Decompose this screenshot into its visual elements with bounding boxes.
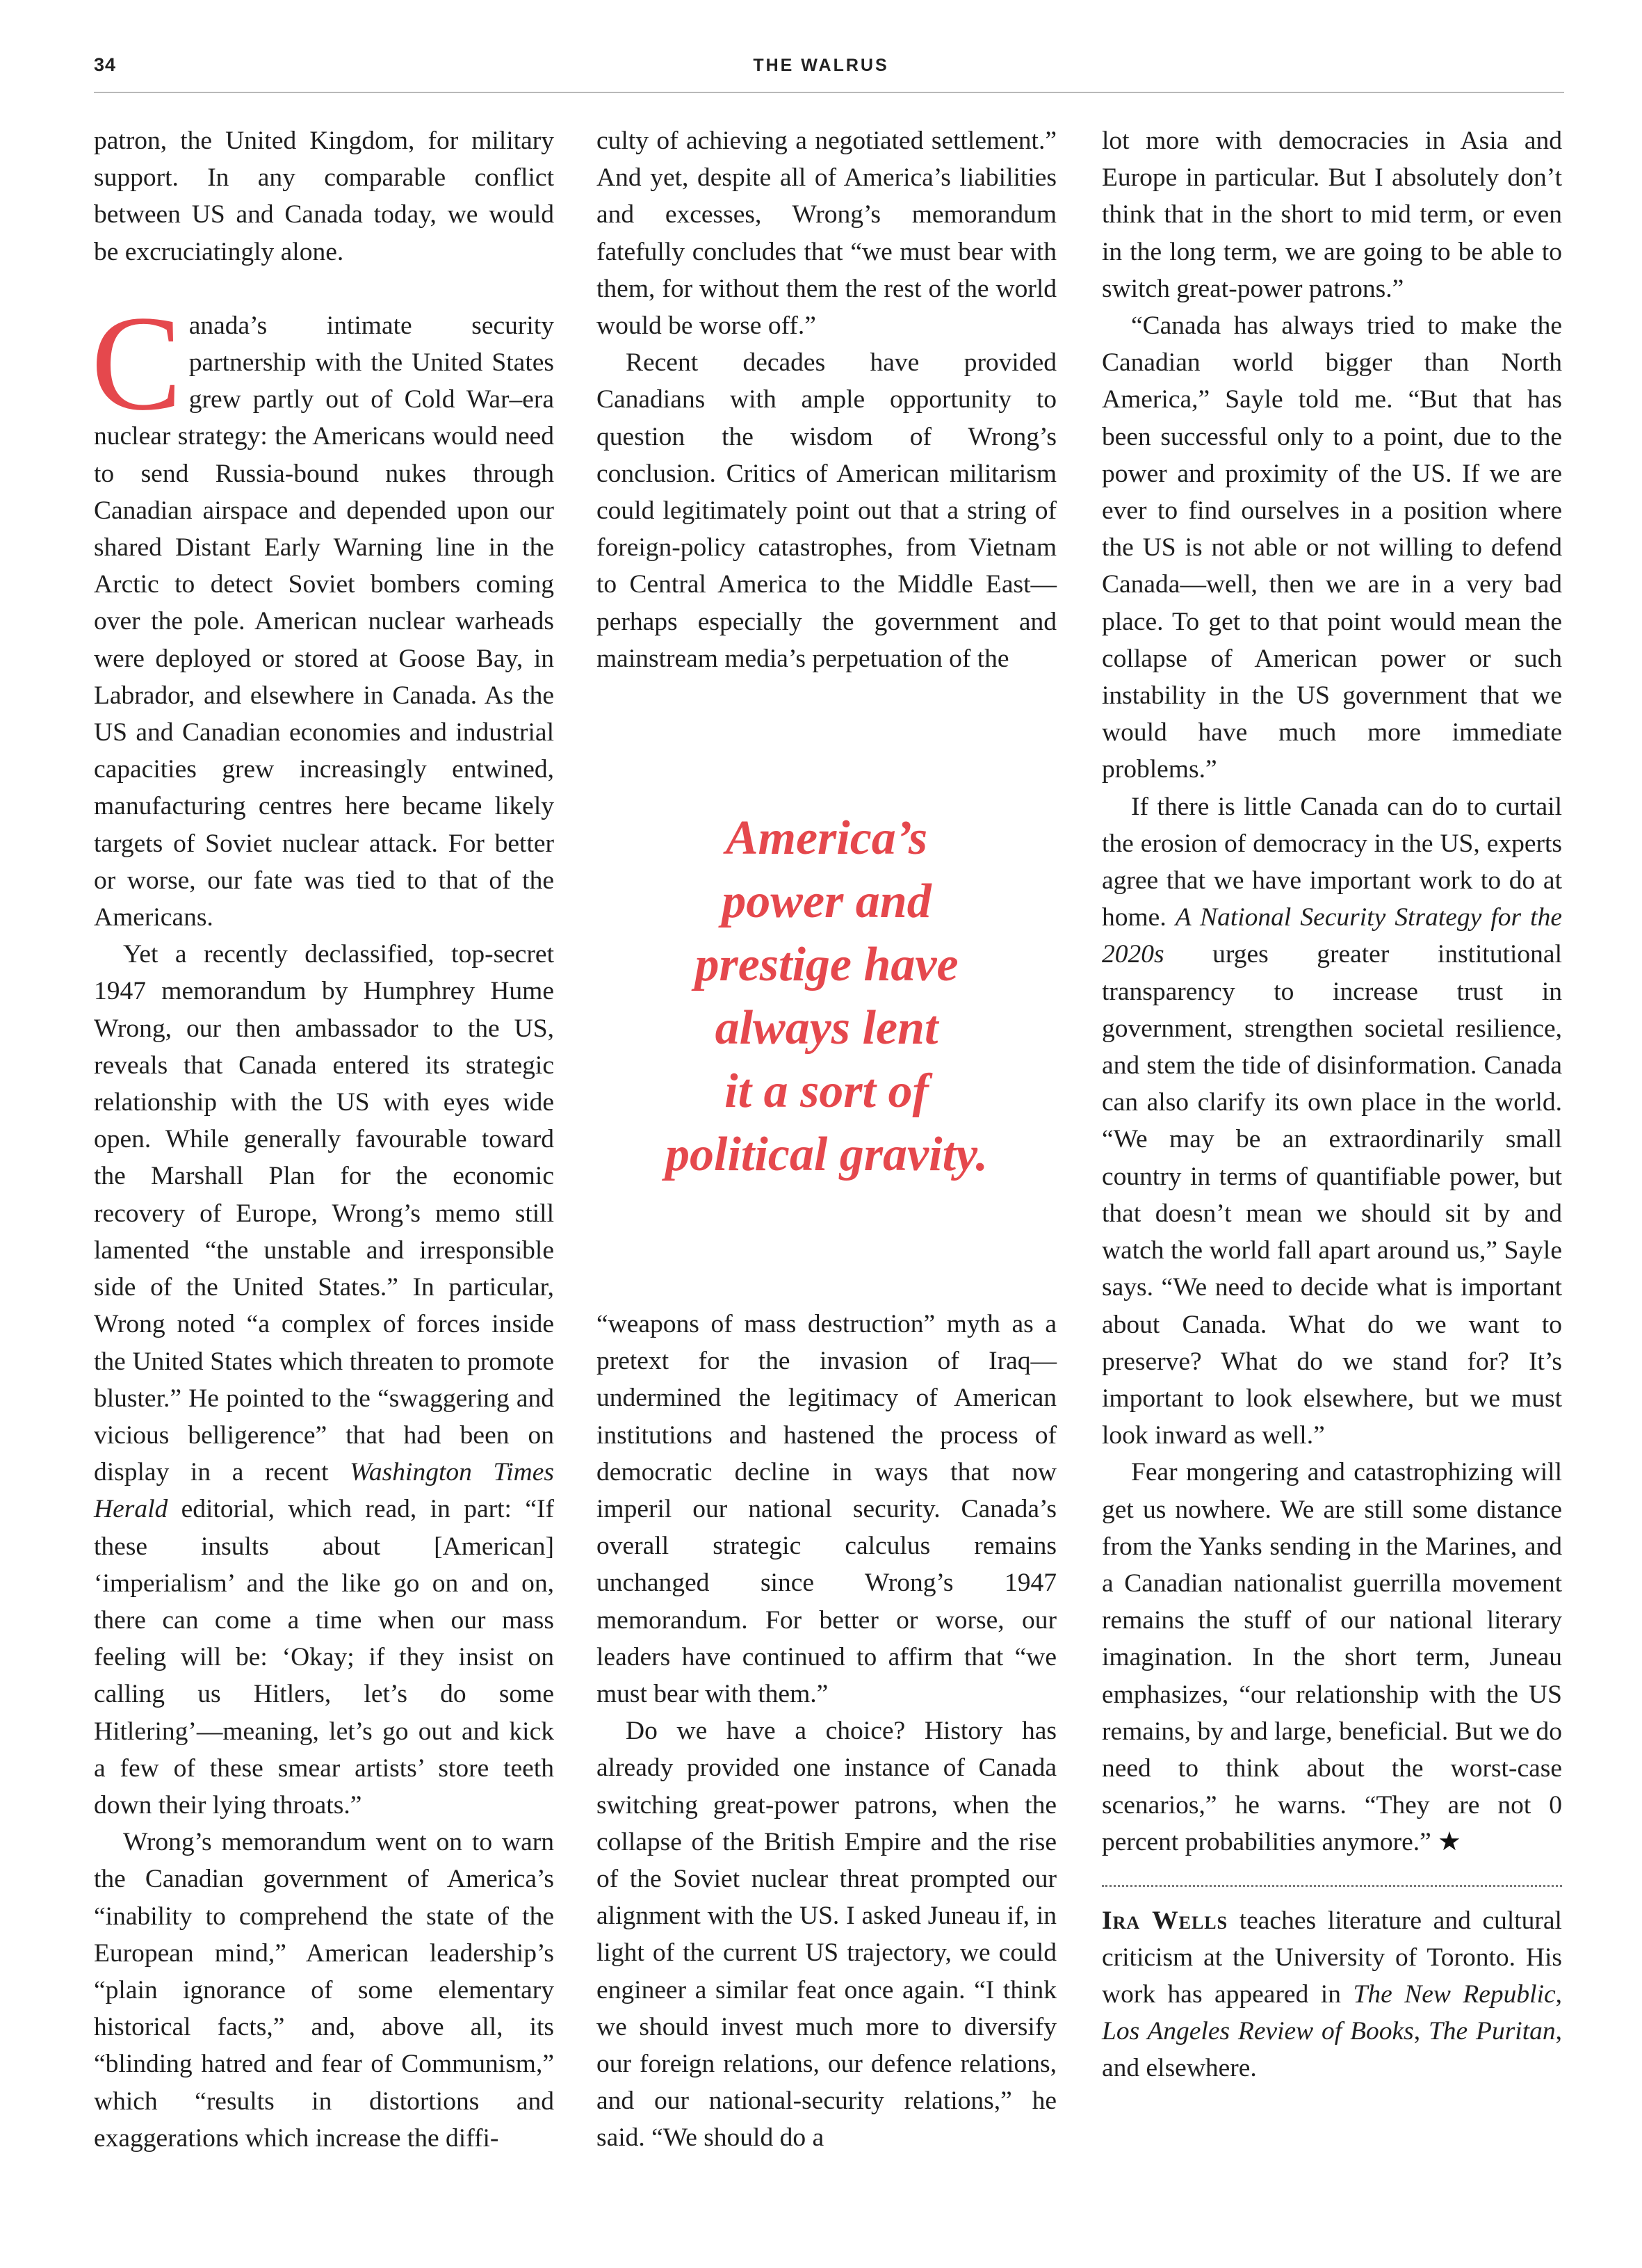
header-rule	[94, 92, 1564, 93]
author-bio	[1102, 1902, 1562, 2087]
pull-quote-line: political gravity.	[665, 1128, 988, 1181]
paragraph-text: anada’s intimate security partnership with the United States grew partly out of Cold War–era nuclear strategy: the Americans would need to send Russia-bound nukes through Canadian airspace and depended upon our shared Distant Early Warning line in the Arctic to detect Soviet bombers coming over the pole. American nuclear warheads were deployed or stored at Goose Bay, in Labrador, and elsewhere in Canada. As the US and Canadian economies and industrial capacities grew increasingly entwined, manufacturing centres here became likely targets of Soviet nuclear attack. For better or worse, our fate was tied to that of the Americans.	[94, 311, 554, 932]
publication-title: The Puritan	[1428, 2017, 1556, 2046]
paragraph: Recent decades have provided Canadians with ample opportunity to question the wisdom of Wrong’s conclusion. Critics of American militarism could legitimately point out that a string of foreign-policy catastrophes, from Vietnam to Central America to the Middle East—perhaps especially the government and mainstream media’s perpetuation of the	[596, 348, 1057, 673]
page-number: 34	[94, 54, 117, 75]
pull-quote	[596, 807, 1057, 1186]
paragraph: “Canada has always tried to make the Canadian world bigger than North America,” Sayle told me. “But that has been successful only to a point, due to the power and proximity of the US. If we are ever to find ourselves in a position where the US is not able or not willing to defend Canada—well, then we are in a very bad place. To get to that point would mean the collapse of American power or such instability in the US government that we would have much more immediate problems.”	[1102, 311, 1562, 784]
paragraph-text: urges greater institutional transparency to increase trust in government, strengthen societal resilience, and stem the tide of disinformation. Canada can also clarify its own place in the world. “We may be an extraordinarily small country in terms of quantifiable power, but that doesn’t mean we should sit by and watch the world fall apart around us,” Sayle says. “We need to decide what is important about Canada. What do we want to preserve? What do we stand for? It’s important to look elsewhere, but we must look inward as well.”	[1102, 940, 1562, 1450]
end-mark-star-icon: ★	[1438, 1828, 1461, 1857]
author-name: Ira Wells	[1102, 1906, 1228, 1935]
bio-text: , and elsewhere.	[1102, 2017, 1563, 2083]
paragraph-text: editorial, which read, in part: “If these insults about [American] ‘imperialism’ and the like go on and on, there can come a time when our mass feeling will be: ‘Okay; if they insist on calling us Hitlers, let’s do some Hitlering’—meaning, let’s go out and kick a few of these smear artists’ store teeth down their lying throats.”	[94, 1495, 554, 1820]
pull-quote-line: power and	[722, 875, 932, 928]
paragraph-text: Fear mongering and catastrophizing will get us nowhere. We are still some distance from the Yanks sending in the Marines, and a Canadian nationalist guerrilla movement remains the stuff of our national literary imagination. In the short term, Juneau emphasizes, “our relationship with the US remains, by and large, beneficial. But we do need to think about the worst-case scenarios,” he warns. “They are not 0 percent probabilities anymore.”	[1102, 1458, 1562, 1857]
column-2-bottom	[596, 1306, 1057, 2157]
paragraph	[1102, 788, 1562, 1455]
publication-name: THE WALRUS	[753, 56, 889, 75]
drop-cap: C	[91, 287, 182, 439]
paragraph	[1102, 1454, 1562, 1861]
publication-title: The New Republic	[1353, 1979, 1556, 2009]
pull-quote-line: America’s	[725, 811, 928, 865]
paragraph	[94, 936, 554, 1824]
bio-separator: ,	[1413, 2017, 1429, 2046]
publication-title: Los Angeles Review of Books	[1102, 2017, 1414, 2046]
italic-title: Washington Times Herald	[94, 1458, 554, 1524]
paragraph	[91, 287, 554, 936]
paragraph-text: Yet a recently declassified, top-secret 1947 memorandum by Humphrey Hume Wrong, our then ambassador to the US, reveals that Canada entered its strategic relationship with the US with eyes wide open. While generally favourable toward the Marshall Plan for the economic recovery of Europe, Wrong’s memo still lamented “the unstable and irresponsible side of the United States.” In particular, Wrong noted “a complex of forces inside the United States which threaten to promote bluster.” He pointed to the “swaggering and vicious belligerence” that had been on display in a recent	[94, 940, 554, 1487]
paragraph: Wrong’s memorandum went on to warn the Canadian government of America’s “inability to comprehend the state of the European mind,” American leadership’s “plain ignorance of some elementary historical facts,” and, above all, its “blinding hatred and fear of Communism,” which “results in distortions and exaggerations which increase the diffi-	[94, 1828, 554, 2153]
column-1	[91, 122, 554, 2157]
paragraph-text: If there is little Canada can do to curtail the erosion of democracy in the US, experts agree that we have important work to do at home.	[1102, 792, 1562, 932]
pull-quote-line: it a sort of	[724, 1064, 929, 1118]
paragraph: culty of achieving a negotiated settlement.” And yet, despite all of America’s liabilities and excesses, Wrong’s memorandum fatefully concludes that “we must bear with them, for without them the rest of the world would be worse off.”	[596, 127, 1057, 341]
paragraph: lot more with democracies in Asia and Europe in particular. But I absolutely don’t think that in the short to mid term, or even in the long term, we are going to be able to switch great-power patrons.”	[1102, 127, 1562, 303]
bio-divider	[1102, 1885, 1562, 1887]
italic-title: A National Security Strategy for the 2020s	[1102, 903, 1562, 969]
bio-text: teaches literature and cultural criticism at the University of Toronto. His work has appeared in	[1102, 1906, 1562, 2009]
pull-quote-line: prestige have	[694, 938, 959, 991]
pull-quote-line: always lent	[715, 1001, 938, 1055]
paragraph: Do we have a choice? History has already provided one instance of Canada switching great-power patrons, when the collapse of the British Empire and the rise of the Soviet nuclear threat prompted our alignment with the US. I asked Juneau if, in light of the current US trajectory, we could engineer a similar feat once again. “I think we should invest much more to diversify our foreign relations, our defence relations, and our national-security relations,” he said. “We should do a	[596, 1717, 1057, 2153]
column-2-top	[596, 122, 1057, 677]
column-3	[1102, 122, 1562, 2087]
bio-separator: ,	[1555, 1979, 1563, 2009]
paragraph: “weapons of mass destruction” myth as a pretext for the invasion of Iraq—undermined the legitimacy of American institutions and hastened the process of democratic decline in ways that now imperil our national security. Canada’s overall strategic calculus remains unchanged since Wrong’s 1947 memorandum. For better or worse, our leaders have continued to affirm that “we must bear with them.”	[596, 1310, 1057, 1709]
paragraph: patron, the United Kingdom, for military support. In any comparable conflict between US and Canada today, we would be excruciatingly alone.	[94, 127, 554, 266]
